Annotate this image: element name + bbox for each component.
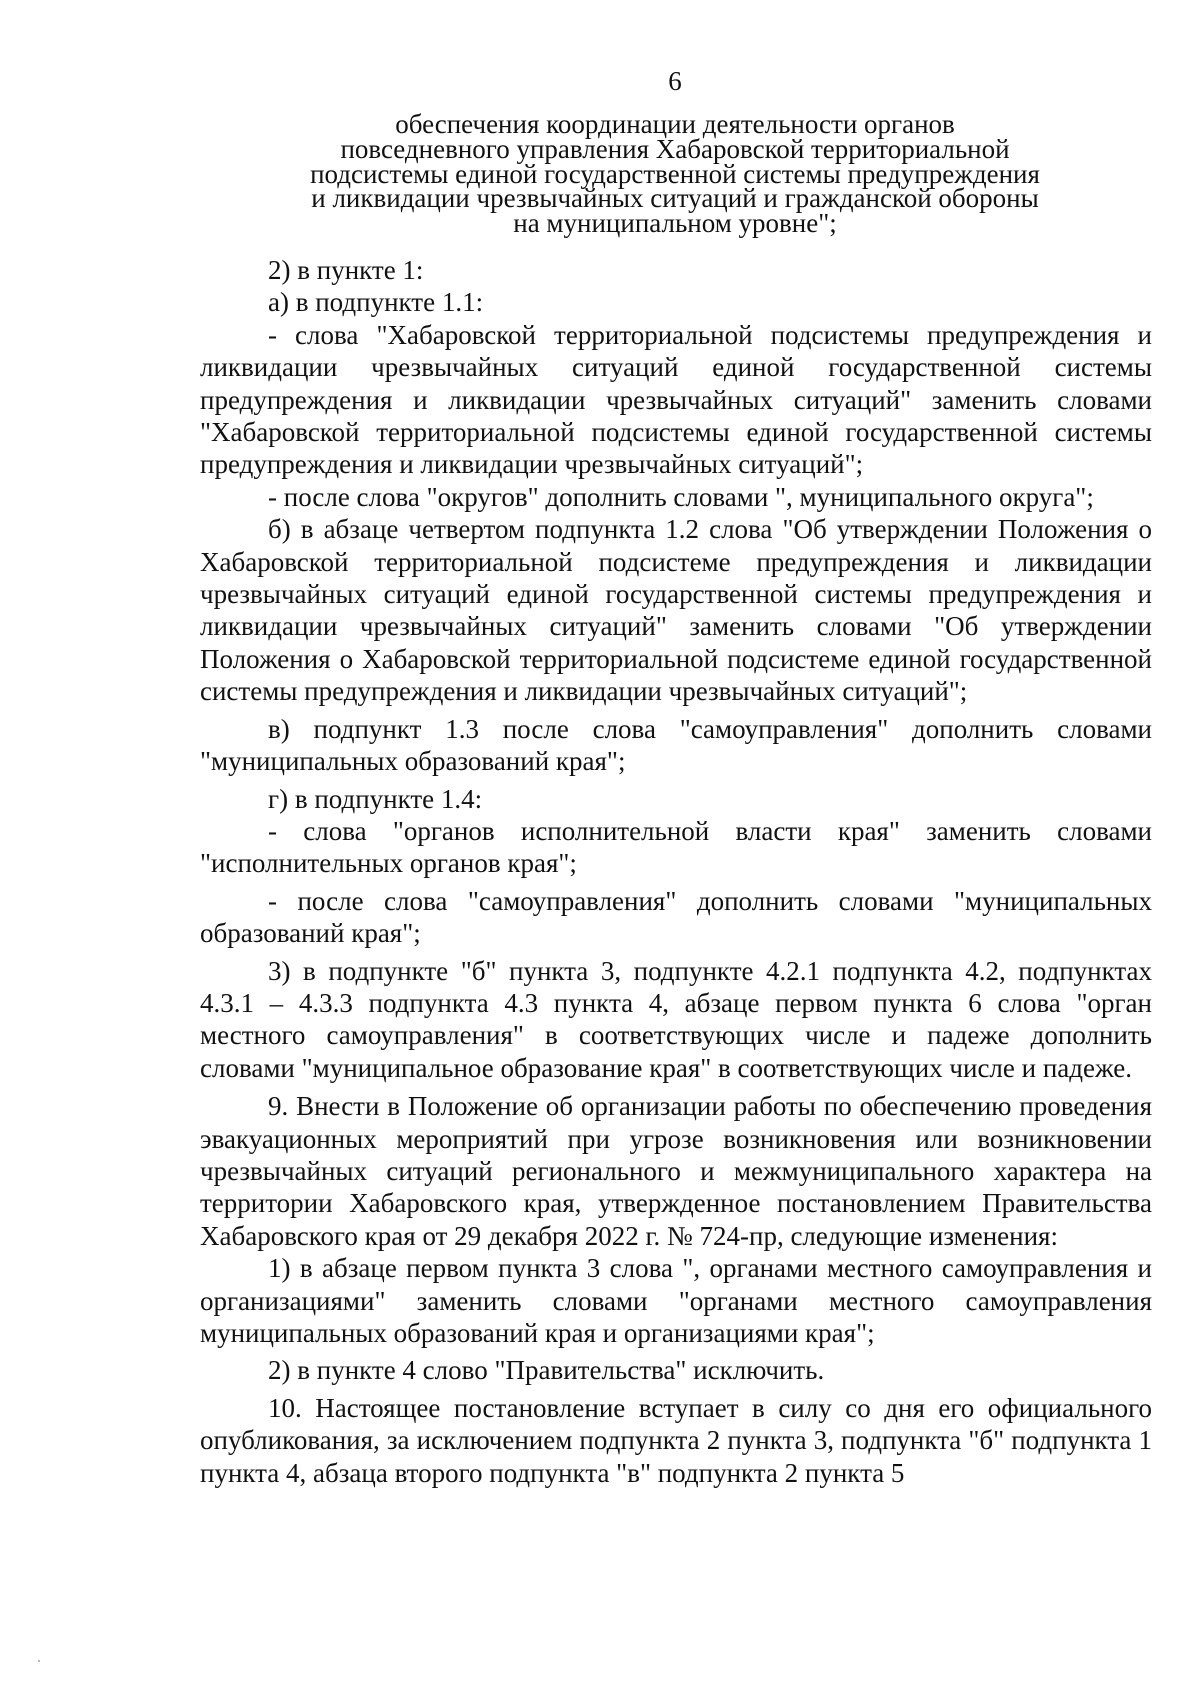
paragraph: - слова "Хабаровской территориальной подсистемы предупреждения и ликвидации чрезвычайных ситуаций единой государственной системы предупреждения и ликвидации чрезвычайных ситуаций" заменить словами "Хабаровской территориальной подсистемы единой государственной системы предупреждения и ликвидации чрезвычайных ситуаций";	[200, 319, 1152, 480]
heading-line: подсистемы единой государственной системы предупреждения	[310, 158, 1040, 189]
heading-line: повседневного управления Хабаровской территориальной	[340, 133, 1010, 164]
heading-block	[200, 109, 1150, 239]
page-number: 6	[668, 66, 682, 96]
heading-line: обеспечения координации деятельности органов	[395, 109, 955, 139]
paragraph: 2) в пункте 1:	[268, 255, 424, 285]
paragraph: б) в абзаце четвертом подпункта 1.2 слова "Об утверждении Положения о Хабаровской территориальной подсистеме предупреждения и ликвидации чрезвычайных ситуаций единой государственной системы предупреждения и ликвидации чрезвычайных ситуаций" заменить словами "Об утверждении Положения о Хабаровской территориальной подсистеме единой государственной системы предупреждения и ликвидации чрезвычайных ситуаций";	[200, 514, 1152, 707]
paragraph: г) в подпункте 1.4:	[268, 783, 483, 814]
paragraph: - после слова "самоуправления" дополнить словами "муниципальных образований края";	[200, 885, 1152, 949]
heading-line: и ликвидации чрезвычайных ситуаций и гражданской обороны	[311, 183, 1039, 214]
document-body	[200, 254, 1152, 1489]
paragraph: 2) в пункте 4 слово "Правительства" исключить.	[268, 1355, 825, 1386]
paragraph: 3) в подпункте "б" пункта 3, подпункте 4.2.1 подпункта 4.2, подпунктах 4.3.1 – 4.3.3 подпункта 4.3 пункта 4, абзаце первом пункта 6 слова "орган местного самоуправления" в соответствующих числе и падеже дополнить словами "муниципальное образование края" в соответствующих числе и падеже.	[200, 955, 1152, 1083]
paragraph: 10. Настоящее постановление вступает в силу со дня его официального опубликования, за исключением подпункта 2 пункта 3, подпункта "б" подпункта 1 пункта 4, абзаца второго подпункта "в" подпункта 2 пункта 5	[200, 1392, 1152, 1488]
paragraph: 9. Внести в Положение об организации работы по обеспечению проведения эвакуационных мероприятий при угрозе возникновения или возникновении чрезвычайных ситуаций регионального и межмуниципального характера на территории Хабаровского края, утвержденное постановлением Правительства Хабаровского края от 29 декабря 2022 г. № 724-пр, следующие изменения:	[200, 1091, 1152, 1251]
paragraph: - слова "органов исполнительной власти края" заменить словами "исполнительных органов края";	[200, 815, 1152, 879]
scan-speck	[38, 1660, 40, 1662]
paragraph: в) подпункт 1.3 после слова "самоуправления" дополнить словами "муниципальных образований края";	[200, 713, 1152, 777]
paragraph: - после слова "округов" дополнить словами ", муниципального округа";	[268, 481, 1094, 512]
paragraph: 1) в абзаце первом пункта 3 слова ", органами местного самоуправления и организациями" заменить словами "органами местного самоуправления муниципальных образований края и организациями края";	[200, 1253, 1152, 1348]
heading-line: на муниципальном уровне";	[513, 208, 837, 239]
paragraph: а) в подпункте 1.1:	[268, 287, 484, 318]
